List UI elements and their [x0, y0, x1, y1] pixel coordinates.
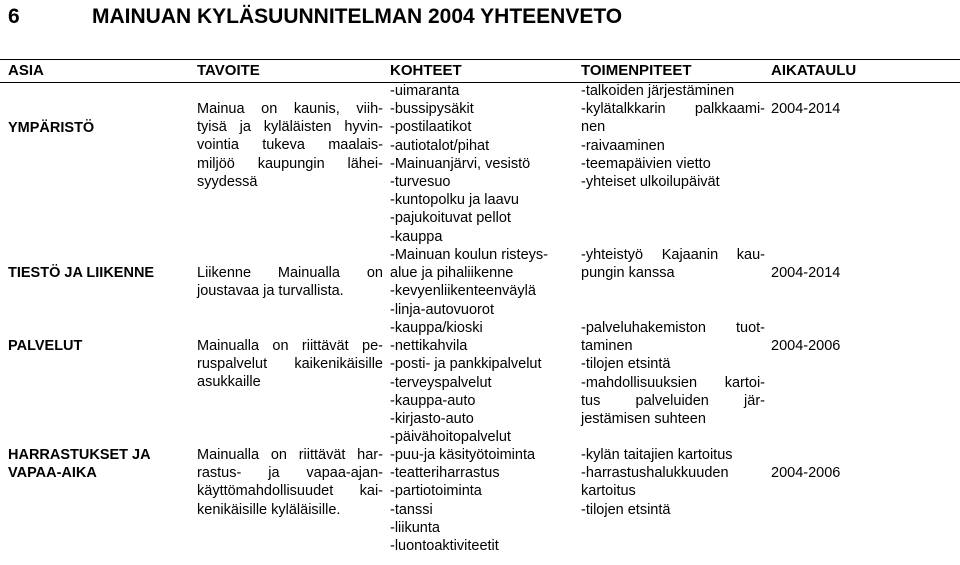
row-aikataulu-ymparisto: 2004-2014 [771, 101, 841, 117]
row-aikataulu-palvelut: 2004-2006 [771, 338, 841, 354]
kohde-item: -luontoaktiviteetit [390, 538, 499, 555]
toimenpide-line: kartoitus [581, 483, 636, 500]
kohde-item: -kirjasto-auto [390, 411, 474, 428]
table-header [0, 59, 960, 83]
kohde-item: -Mainuanjärvi, vesistö [390, 155, 531, 172]
tavoite-line: Mainua on kaunis, viih- [197, 101, 383, 117]
kohde-item: -postilaatikot [390, 119, 472, 136]
kohde-item: -uimaranta [390, 83, 460, 99]
tavoite-line: ruspalvelut kaikenikäisille [197, 356, 383, 373]
tavoite-line: joustavaa ja turvallista. [197, 283, 344, 300]
row-toimenpiteet-tiesto [581, 246, 765, 282]
kohde-item: -kuntopolku ja laavu [390, 192, 519, 209]
tavoite-line: kenikäisille kyläläisille. [197, 501, 341, 518]
toimenpide-line: pungin kanssa [581, 265, 675, 282]
kohde-item: -posti- ja pankkipalvelut [390, 356, 542, 373]
toimenpide-line: -palveluhakemiston tuot- [581, 320, 765, 336]
kohde-item: -kevyenliikenteenväylä [390, 283, 536, 300]
tavoite-line: vointia tukeva maalais- [197, 137, 383, 154]
row-asia-tiesto: TIESTÖ JA LIIKENNE [8, 265, 155, 281]
kohde-item: -turvesuo [390, 174, 451, 191]
kohde-item: -liikunta [390, 519, 440, 536]
kohde-item: -teatteriharrastus [390, 465, 500, 482]
header-asia: ASIA [8, 62, 44, 79]
toimenpide-line: nen [581, 119, 606, 136]
row-asia-harrastukset: HARRASTUKSET JA VAPAA-AIKA [8, 447, 151, 482]
toimenpide-line: jestämisen suhteen [581, 411, 706, 428]
row-tavoite-harrastukset [197, 446, 383, 519]
toimenpide-line: -kylän taitajien kartoitus [581, 447, 733, 463]
kohde-item: -partiotoiminta [390, 483, 482, 500]
row-toimenpiteet-harrastukset [581, 446, 733, 519]
page-title [8, 2, 622, 32]
row-aikataulu-tiesto: 2004-2014 [771, 265, 841, 281]
header-toimenpiteet: TOIMENPITEET [581, 62, 692, 79]
header-tavoite: TAVOITE [197, 62, 260, 79]
tavoite-line: Liikenne Mainualla on [197, 265, 383, 281]
row-toimenpiteet-palvelut [581, 319, 765, 428]
row-toimenpiteet-ymparisto [581, 82, 765, 191]
tavoite-line: tyisä ja kyläläisten hyvin- [197, 119, 383, 136]
toimenpide-line: -talkoiden järjestäminen [581, 83, 735, 99]
row-tavoite-ymparisto [197, 100, 383, 191]
kohde-item: -kauppa/kioski [390, 320, 483, 336]
tavoite-line: rastus- ja vapaa-ajan- [197, 465, 383, 482]
kohde-item: -puu-ja käsityötoiminta [390, 447, 536, 463]
tavoite-line: syydessä [197, 173, 258, 190]
section-title: MAINUAN KYLÄSUUNNITELMAN 2004 YHTEENVETO [92, 5, 623, 28]
toimenpide-line: -mahdollisuuksien kartoi- [581, 374, 765, 391]
header-aikataulu: AIKATAULU [771, 62, 857, 79]
row-kohteet-palvelut [390, 319, 542, 446]
section-number: 6 [8, 5, 20, 28]
row-tavoite-tiesto [197, 264, 383, 300]
kohde-item: -päivähoitopalvelut [390, 429, 511, 446]
row-tavoite-palvelut [197, 337, 383, 392]
row-kohteet-ymparisto [390, 82, 530, 246]
kohde-item: -nettikahvila [390, 338, 468, 355]
kohde-item: alue ja pihaliikenne [390, 265, 514, 282]
tavoite-line: Mainualla on riittävät har- [197, 447, 383, 463]
kohde-item: -linja-autovuorot [390, 301, 494, 318]
toimenpide-line: -yhteistyö Kajaanin kau- [581, 247, 765, 263]
toimenpide-line: taminen [581, 338, 633, 355]
header-kohteet: KOHTEET [390, 62, 462, 79]
toimenpide-line: -raivaaminen [581, 137, 665, 154]
kohde-item: -kauppa-auto [390, 392, 476, 409]
kohde-item: -Mainuan koulun risteys- [390, 247, 548, 263]
toimenpide-line: -yhteiset ulkoilupäivät [581, 174, 720, 191]
row-asia-palvelut: PALVELUT [8, 338, 83, 354]
tavoite-line: käyttömahdollisuudet kai- [197, 483, 383, 500]
toimenpide-line: -tilojen etsintä [581, 356, 671, 373]
tavoite-line: miljöö kaupungin lähei- [197, 155, 383, 172]
tavoite-line: Mainualla on riittävät pe- [197, 338, 383, 354]
row-kohteet-tiesto [390, 246, 548, 319]
toimenpide-line: -tilojen etsintä [581, 501, 671, 518]
kohde-item: -tanssi [390, 501, 433, 518]
row-aikataulu-harrastukset: 2004-2006 [771, 465, 841, 481]
row-asia-ymparisto: YMPÄRISTÖ [8, 120, 95, 136]
kohde-item: -autiotalot/pihat [390, 137, 490, 154]
kohde-item: -terveyspalvelut [390, 374, 492, 391]
kohde-item: -kauppa [390, 228, 443, 245]
tavoite-line: asukkaille [197, 374, 261, 391]
toimenpide-line: -harrastushalukkuuden [581, 465, 729, 482]
toimenpide-line: -kylätalkkarin palkkaami- [581, 101, 765, 118]
toimenpide-line: tus palveluiden jär- [581, 392, 765, 409]
kohde-item: -pajukoituvat pellot [390, 210, 511, 227]
row-kohteet-harrastukset [390, 446, 535, 555]
toimenpide-line: -teemapäivien vietto [581, 155, 711, 172]
kohde-item: -bussipysäkit [390, 101, 474, 118]
